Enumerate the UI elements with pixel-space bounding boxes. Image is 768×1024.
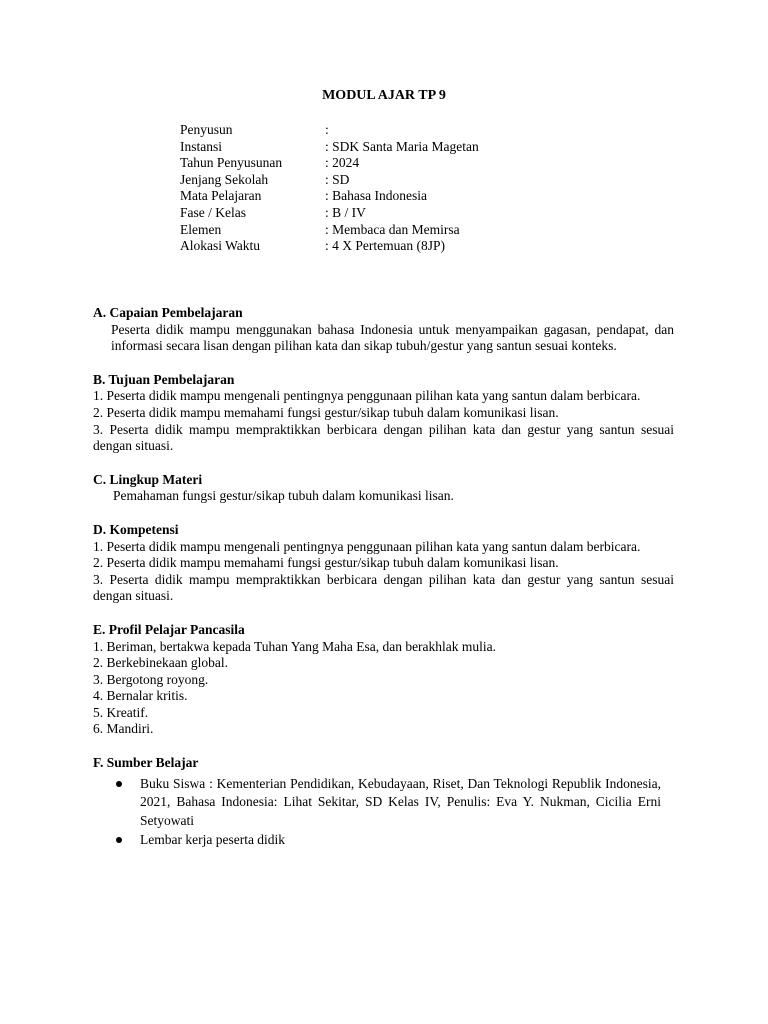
- meta-value: : SD: [325, 171, 350, 187]
- section-paragraph: [93, 322, 674, 355]
- list-item: 2. Berkebinekaan global.: [93, 655, 228, 671]
- list-item: 4. Bernalar kritis.: [93, 688, 188, 704]
- meta-row-alokasi: [180, 238, 479, 255]
- meta-key: Tahun Penyusunan: [180, 155, 283, 171]
- meta-key: Penyusun: [180, 122, 233, 137]
- list-item: 2. Peserta didik mampu memahami fungsi gestur/sikap tubuh dalam komunikasi lisan.: [93, 555, 559, 571]
- section-heading: F. Sumber Belajar: [93, 755, 199, 771]
- section-kompetensi: [93, 522, 674, 605]
- paragraph-text: Peserta didik mampu menggunakan bahasa Indonesia untuk menyampaikan gagasan, pendapat, dan informasi secara lisan dengan pilihan kata dan sikap tubuh/gestur yang santun sesuai konteks.: [111, 321, 674, 354]
- meta-value: : SDK Santa Maria Magetan: [325, 138, 479, 154]
- meta-key: Elemen: [180, 221, 222, 237]
- meta-value: : B / IV: [325, 204, 366, 220]
- meta-value: : 2024: [325, 155, 360, 171]
- meta-value: : Bahasa Indonesia: [325, 188, 427, 204]
- list-item: 1. Peserta didik mampu mengenali pentingnya penggunaan pilihan kata yang santun dalam berbicara.: [93, 388, 641, 404]
- document-body: [93, 305, 674, 867]
- meta-value: :: [325, 122, 329, 137]
- meta-key: Alokasi Waktu: [180, 238, 261, 254]
- section-capaian: [93, 305, 674, 355]
- list-item: 3. Peserta didik mampu mempraktikkan berbicara dengan pilihan kata dan gestur yang santun sesuai dengan situasi.: [93, 571, 674, 604]
- section-heading: B. Tujuan Pembelajaran: [93, 371, 235, 387]
- meta-row-fase: [180, 205, 479, 222]
- section-sumber: [93, 755, 674, 850]
- meta-row-mapel: [180, 188, 479, 205]
- list-item: 2. Peserta didik mampu memahami fungsi gestur/sikap tubuh dalam komunikasi lisan.: [93, 404, 559, 420]
- list-item: 3. Peserta didik mampu mempraktikkan berbicara dengan pilihan kata dan gestur yang santun sesuai dengan situasi.: [93, 421, 674, 454]
- list-item: 1. Beriman, bertakwa kepada Tuhan Yang Maha Esa, dan berakhlak mulia.: [93, 638, 497, 654]
- section-tujuan: [93, 372, 674, 455]
- meta-key: Fase / Kelas: [180, 204, 246, 220]
- meta-row-penyusun: [180, 122, 479, 139]
- bullet-item: Lembar kerja peserta didik: [140, 831, 661, 850]
- list-item: 6. Mandiri.: [93, 721, 154, 737]
- list-item: 5. Kreatif.: [93, 704, 149, 720]
- meta-row-instansi: [180, 139, 479, 156]
- meta-value: : Membaca dan Memirsa: [325, 221, 460, 237]
- meta-key: Mata Pelajaran: [180, 188, 262, 204]
- section-heading: E. Profil Pelajar Pancasila: [93, 621, 245, 637]
- meta-key: Jenjang Sekolah: [180, 171, 269, 187]
- section-lingkup: [93, 472, 674, 505]
- bullet-list: [93, 775, 661, 850]
- section-paragraph: Pemahaman fungsi gestur/sikap tubuh dalam komunikasi lisan.: [113, 488, 454, 504]
- section-heading: D. Kompetensi: [93, 521, 179, 537]
- section-heading: A. Capaian Pembelajaran: [93, 305, 243, 320]
- meta-row-tahun: [180, 155, 479, 172]
- document-title: MODUL AJAR TP 9: [322, 88, 446, 103]
- meta-row-jenjang: [180, 172, 479, 189]
- list-item: 1. Peserta didik mampu mengenali pentingnya penggunaan pilihan kata yang santun dalam berbicara.: [93, 538, 641, 554]
- meta-value: : 4 X Pertemuan (8JP): [325, 238, 445, 254]
- meta-row-elemen: [180, 222, 479, 239]
- bullet-item: Buku Siswa : Kementerian Pendidikan, Kebudayaan, Riset, Dan Teknologi Republik Indonesia, 2021, Bahasa Indonesia: Lihat Sekitar, SD Kelas IV, Penulis: Eva Y. Nukman, Cicilia Erni Setyowati: [140, 775, 661, 831]
- metadata-table: [180, 122, 479, 255]
- section-heading: C. Lingkup Materi: [93, 471, 203, 487]
- meta-key: Instansi: [180, 138, 222, 154]
- list-item: 3. Bergotong royong.: [93, 671, 209, 687]
- section-profil: [93, 622, 674, 738]
